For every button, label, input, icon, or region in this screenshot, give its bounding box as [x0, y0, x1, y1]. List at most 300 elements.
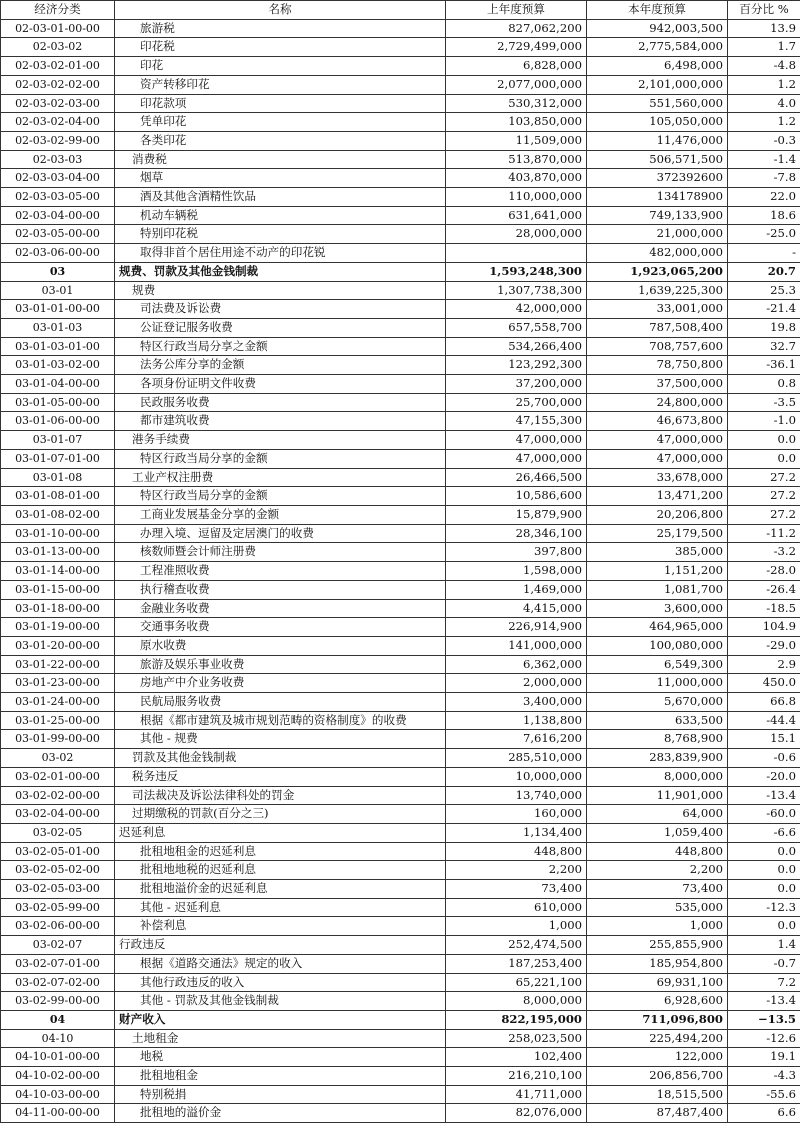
row-code: 03-02-02-00-00: [1, 786, 115, 805]
row-code: 04-10-03-00-00: [1, 1085, 115, 1104]
row-curr-budget: 122,000: [587, 1048, 728, 1067]
row-prev-budget: 73,400: [446, 880, 587, 899]
row-percent: 13.9: [728, 19, 800, 38]
row-prev-budget: 4,415,000: [446, 599, 587, 618]
row-percent: 27.2: [728, 468, 800, 487]
row-curr-budget: 633,500: [587, 711, 728, 730]
row-code: 03-02-07: [1, 936, 115, 955]
row-name: 印花税: [115, 38, 446, 57]
row-curr-budget: 11,901,000: [587, 786, 728, 805]
row-curr-budget: 33,678,000: [587, 468, 728, 487]
table-row: [1, 786, 800, 805]
row-code: 04-11-00-00-00: [1, 1104, 115, 1123]
row-name: 其他 - 规费: [115, 730, 446, 749]
table-row: [1, 936, 800, 955]
row-curr-budget: 11,000,000: [587, 674, 728, 693]
row-code: 03-02-05-02-00: [1, 861, 115, 880]
row-percent: 18.6: [728, 206, 800, 225]
table-row: [1, 57, 800, 76]
row-prev-budget: 285,510,000: [446, 749, 587, 768]
row-code: 03-01-15-00-00: [1, 580, 115, 599]
row-curr-budget: 2,101,000,000: [587, 75, 728, 94]
row-percent: -28.0: [728, 562, 800, 581]
header-row: [1, 1, 800, 20]
table-row: [1, 580, 800, 599]
row-curr-budget: 8,000,000: [587, 767, 728, 786]
row-code: 03-02-05-03-00: [1, 880, 115, 899]
row-name: 办理入境、逗留及定居澳门的收费: [115, 524, 446, 543]
row-name: 机动车辆税: [115, 206, 446, 225]
row-percent: -13.4: [728, 992, 800, 1011]
row-curr-budget: 206,856,700: [587, 1067, 728, 1086]
row-percent: 32.7: [728, 337, 800, 356]
table-row: [1, 749, 800, 768]
row-name: 法务公库分享的金额: [115, 356, 446, 375]
row-percent: -55.6: [728, 1085, 800, 1104]
table-row: [1, 505, 800, 524]
table-row: [1, 75, 800, 94]
row-code: 03-01-05-00-00: [1, 393, 115, 412]
row-code: 03-01-19-00-00: [1, 618, 115, 637]
row-percent: -6.6: [728, 823, 800, 842]
row-curr-budget: 18,515,500: [587, 1085, 728, 1104]
table-row: [1, 487, 800, 506]
row-prev-budget: 1,593,248,300: [446, 262, 587, 281]
row-code: 03-01-01-00-00: [1, 300, 115, 319]
row-prev-budget: 6,362,000: [446, 655, 587, 674]
table-row: [1, 1029, 800, 1048]
table-row: [1, 693, 800, 712]
row-curr-budget: 11,476,000: [587, 131, 728, 150]
row-name: 其他 - 罚款及其他金钱制裁: [115, 992, 446, 1011]
row-prev-budget: 1,598,000: [446, 562, 587, 581]
row-percent: 0.0: [728, 917, 800, 936]
row-code: 02-03-02-01-00: [1, 57, 115, 76]
row-name: 规费: [115, 281, 446, 300]
row-prev-budget: 25,700,000: [446, 393, 587, 412]
row-percent: -18.5: [728, 599, 800, 618]
row-prev-budget: 2,077,000,000: [446, 75, 587, 94]
row-percent: -: [728, 244, 800, 263]
row-code: 02-03-03-05-00: [1, 188, 115, 207]
row-percent: 6.6: [728, 1104, 800, 1123]
row-prev-budget: 822,195,000: [446, 1010, 587, 1029]
table-row: [1, 431, 800, 450]
row-curr-budget: 2,775,584,000: [587, 38, 728, 57]
row-curr-budget: 372392600: [587, 169, 728, 188]
row-curr-budget: 8,768,900: [587, 730, 728, 749]
row-prev-budget: 1,000: [446, 917, 587, 936]
row-code: 02-03-03-04-00: [1, 169, 115, 188]
row-curr-budget: 6,928,600: [587, 992, 728, 1011]
table-row: [1, 562, 800, 581]
row-name: 公证登记服务收费: [115, 318, 446, 337]
row-curr-budget: 708,757,600: [587, 337, 728, 356]
table-row: [1, 94, 800, 113]
row-name: 罚款及其他金钱制裁: [115, 749, 446, 768]
row-name: 特别税捐: [115, 1085, 446, 1104]
row-prev-budget: 10,000,000: [446, 767, 587, 786]
row-prev-budget: 448,800: [446, 842, 587, 861]
row-percent: -0.6: [728, 749, 800, 768]
row-name: 根据《都市建筑及城市规划范畴的资格制度》的收费: [115, 711, 446, 730]
row-percent: 66.8: [728, 693, 800, 712]
row-code: 03-01-20-00-00: [1, 636, 115, 655]
row-curr-budget: 1,059,400: [587, 823, 728, 842]
row-name: 工程准照收费: [115, 562, 446, 581]
table-row: [1, 318, 800, 337]
row-percent: 27.2: [728, 487, 800, 506]
row-name: 各类印花: [115, 131, 446, 150]
row-percent: 27.2: [728, 505, 800, 524]
row-prev-budget: 3,400,000: [446, 693, 587, 712]
row-prev-budget: [446, 244, 587, 263]
table-row: [1, 131, 800, 150]
row-name: 消费税: [115, 150, 446, 169]
row-code: 03-01-14-00-00: [1, 562, 115, 581]
row-code: 03-02-01-00-00: [1, 767, 115, 786]
row-name: 税务违反: [115, 767, 446, 786]
row-code: 03-02-04-00-00: [1, 805, 115, 824]
row-code: 03-02-05-99-00: [1, 898, 115, 917]
table-row: [1, 992, 800, 1011]
row-prev-budget: 827,062,200: [446, 19, 587, 38]
row-curr-budget: 47,000,000: [587, 449, 728, 468]
row-percent: -4.8: [728, 57, 800, 76]
row-curr-budget: 46,673,800: [587, 412, 728, 431]
row-percent: 19.1: [728, 1048, 800, 1067]
row-code: 02-03-02-02-00: [1, 75, 115, 94]
row-prev-budget: 123,292,300: [446, 356, 587, 375]
row-curr-budget: 535,000: [587, 898, 728, 917]
row-name: 批租地租金的迟延利息: [115, 842, 446, 861]
row-percent: 1.4: [728, 936, 800, 955]
row-prev-budget: 41,711,000: [446, 1085, 587, 1104]
table-row: [1, 711, 800, 730]
row-curr-budget: 749,133,900: [587, 206, 728, 225]
row-name: 补偿利息: [115, 917, 446, 936]
row-curr-budget: 1,923,065,200: [587, 262, 728, 281]
row-name: 各项身份证明文件收费: [115, 375, 446, 394]
row-code: 03-01-18-00-00: [1, 599, 115, 618]
row-percent: -44.4: [728, 711, 800, 730]
row-name: 规费、罚款及其他金钱制裁: [115, 262, 446, 281]
row-prev-budget: 82,076,000: [446, 1104, 587, 1123]
row-prev-budget: 141,000,000: [446, 636, 587, 655]
row-name: 民航局服务收费: [115, 693, 446, 712]
row-name: 司法费及诉讼费: [115, 300, 446, 319]
row-percent: -0.7: [728, 954, 800, 973]
row-curr-budget: 506,571,500: [587, 150, 728, 169]
row-code: 03-02: [1, 749, 115, 768]
row-name: 都市建筑收费: [115, 412, 446, 431]
row-percent: 0.0: [728, 449, 800, 468]
row-name: 工商业发展基金分享的金额: [115, 505, 446, 524]
row-curr-budget: 551,560,000: [587, 94, 728, 113]
table-row: [1, 38, 800, 57]
row-percent: 1.2: [728, 113, 800, 132]
table-row: [1, 655, 800, 674]
table-row: [1, 113, 800, 132]
row-name: 其他行政违反的收入: [115, 973, 446, 992]
table-row: [1, 19, 800, 38]
table-row: [1, 300, 800, 319]
row-percent: 1.2: [728, 75, 800, 94]
row-curr-budget: 711,096,800: [587, 1010, 728, 1029]
row-prev-budget: 42,000,000: [446, 300, 587, 319]
row-code: 03-01-99-00-00: [1, 730, 115, 749]
row-prev-budget: 13,740,000: [446, 786, 587, 805]
table-row: [1, 1067, 800, 1086]
row-code: 03-02-07-02-00: [1, 973, 115, 992]
row-curr-budget: 185,954,800: [587, 954, 728, 973]
row-percent: 2.9: [728, 655, 800, 674]
row-percent: 0.0: [728, 431, 800, 450]
table-body: [1, 19, 800, 1122]
row-name: 印花: [115, 57, 446, 76]
row-percent: -20.0: [728, 767, 800, 786]
row-name: 核数师暨会计师注册费: [115, 543, 446, 562]
row-curr-budget: 1,151,200: [587, 562, 728, 581]
row-prev-budget: 530,312,000: [446, 94, 587, 113]
table-row: [1, 1085, 800, 1104]
table-row: [1, 1104, 800, 1123]
row-percent: -7.8: [728, 169, 800, 188]
row-name: 旅游税: [115, 19, 446, 38]
row-code: 03-01-25-00-00: [1, 711, 115, 730]
row-percent: 0.0: [728, 880, 800, 899]
row-percent: -3.5: [728, 393, 800, 412]
row-code: 03-02-99-00-00: [1, 992, 115, 1011]
row-code: 03-01-04-00-00: [1, 375, 115, 394]
table-row: [1, 244, 800, 263]
row-curr-budget: 47,000,000: [587, 431, 728, 450]
row-name: 行政违反: [115, 936, 446, 955]
row-curr-budget: 1,639,225,300: [587, 281, 728, 300]
row-percent: -0.3: [728, 131, 800, 150]
row-curr-budget: 283,839,900: [587, 749, 728, 768]
table-row: [1, 468, 800, 487]
table-row: [1, 188, 800, 207]
row-prev-budget: 26,466,500: [446, 468, 587, 487]
row-prev-budget: 6,828,000: [446, 57, 587, 76]
row-code: 03-02-06-00-00: [1, 917, 115, 936]
row-percent: -11.2: [728, 524, 800, 543]
row-code: 03-02-05: [1, 823, 115, 842]
table-row: [1, 356, 800, 375]
row-code: 03-02-05-01-00: [1, 842, 115, 861]
row-prev-budget: 2,729,499,000: [446, 38, 587, 57]
row-prev-budget: 252,474,500: [446, 936, 587, 955]
row-code: 02-03-02-04-00: [1, 113, 115, 132]
row-percent: -1.4: [728, 150, 800, 169]
row-curr-budget: 69,931,100: [587, 973, 728, 992]
row-prev-budget: 1,138,800: [446, 711, 587, 730]
row-name: 地税: [115, 1048, 446, 1067]
header-name: 名称: [115, 1, 446, 20]
row-name: 迟延利息: [115, 823, 446, 842]
table-row: [1, 262, 800, 281]
row-curr-budget: 21,000,000: [587, 225, 728, 244]
header-percent: 百分比 %: [728, 1, 800, 20]
row-code: 03-01-07: [1, 431, 115, 450]
row-prev-budget: 47,000,000: [446, 431, 587, 450]
row-name: 根据《道路交通法》规定的收入: [115, 954, 446, 973]
row-prev-budget: 657,558,700: [446, 318, 587, 337]
row-percent: 19.8: [728, 318, 800, 337]
row-name: 特别印花税: [115, 225, 446, 244]
row-code: 02-03-04-00-00: [1, 206, 115, 225]
row-curr-budget: 6,549,300: [587, 655, 728, 674]
row-name: 旅游及娱乐事业收费: [115, 655, 446, 674]
row-code: 02-03-02-03-00: [1, 94, 115, 113]
row-prev-budget: 10,586,600: [446, 487, 587, 506]
row-curr-budget: 73,400: [587, 880, 728, 899]
row-curr-budget: 255,855,900: [587, 936, 728, 955]
table-row: [1, 393, 800, 412]
table-row: [1, 375, 800, 394]
row-code: 02-03-01-00-00: [1, 19, 115, 38]
row-code: 02-03-02-99-00: [1, 131, 115, 150]
row-curr-budget: 385,000: [587, 543, 728, 562]
row-name: 民政服务收费: [115, 393, 446, 412]
row-code: 02-03-02: [1, 38, 115, 57]
table-row: [1, 225, 800, 244]
row-name: 批租地地税的迟延利息: [115, 861, 446, 880]
table-row: [1, 767, 800, 786]
row-prev-budget: 15,879,900: [446, 505, 587, 524]
row-name: 司法裁决及诉讼法律科处的罚金: [115, 786, 446, 805]
table-row: [1, 973, 800, 992]
row-curr-budget: 1,081,700: [587, 580, 728, 599]
row-name: 土地租金: [115, 1029, 446, 1048]
row-curr-budget: 225,494,200: [587, 1029, 728, 1048]
table-row: [1, 169, 800, 188]
row-name: 凭单印花: [115, 113, 446, 132]
row-code: 03-01-13-00-00: [1, 543, 115, 562]
row-percent: 104.9: [728, 618, 800, 637]
row-curr-budget: 1,000: [587, 917, 728, 936]
row-prev-budget: 160,000: [446, 805, 587, 824]
row-prev-budget: 1,307,738,300: [446, 281, 587, 300]
row-curr-budget: 482,000,000: [587, 244, 728, 263]
table-row: [1, 412, 800, 431]
row-prev-budget: 187,253,400: [446, 954, 587, 973]
row-percent: -3.2: [728, 543, 800, 562]
row-prev-budget: 258,023,500: [446, 1029, 587, 1048]
row-code: 03-01-24-00-00: [1, 693, 115, 712]
row-curr-budget: 20,206,800: [587, 505, 728, 524]
row-curr-budget: 24,800,000: [587, 393, 728, 412]
row-name: 房地产中介业务收费: [115, 674, 446, 693]
row-code: 03-01-22-00-00: [1, 655, 115, 674]
row-curr-budget: 448,800: [587, 842, 728, 861]
row-curr-budget: 25,179,500: [587, 524, 728, 543]
table-row: [1, 674, 800, 693]
table-row: [1, 337, 800, 356]
row-prev-budget: 11,509,000: [446, 131, 587, 150]
row-name: 执行稽查收费: [115, 580, 446, 599]
row-name: 特区行政当局分享的金额: [115, 487, 446, 506]
row-name: 批租地溢价金的迟延利息: [115, 880, 446, 899]
table-row: [1, 150, 800, 169]
row-prev-budget: 1,134,400: [446, 823, 587, 842]
row-name: 烟草: [115, 169, 446, 188]
row-curr-budget: 78,750,800: [587, 356, 728, 375]
row-prev-budget: 1,469,000: [446, 580, 587, 599]
row-code: 03-01-08-02-00: [1, 505, 115, 524]
table-row: [1, 543, 800, 562]
row-percent: -21.4: [728, 300, 800, 319]
row-name: 资产转移印花: [115, 75, 446, 94]
row-prev-budget: 513,870,000: [446, 150, 587, 169]
row-percent: −13.5: [728, 1010, 800, 1029]
row-percent: 4.0: [728, 94, 800, 113]
row-curr-budget: 100,080,000: [587, 636, 728, 655]
row-name: 酒及其他含酒精性饮品: [115, 188, 446, 207]
row-percent: 22.0: [728, 188, 800, 207]
row-code: 04-10-02-00-00: [1, 1067, 115, 1086]
table-row: [1, 206, 800, 225]
row-code: 03-01-07-01-00: [1, 449, 115, 468]
row-percent: 15.1: [728, 730, 800, 749]
row-code: 03-01-23-00-00: [1, 674, 115, 693]
table-row: [1, 1010, 800, 1029]
row-name: 港务手续费: [115, 431, 446, 450]
row-code: 02-03-03: [1, 150, 115, 169]
row-percent: 450.0: [728, 674, 800, 693]
row-code: 03-01-10-00-00: [1, 524, 115, 543]
row-code: 03-01-06-00-00: [1, 412, 115, 431]
row-prev-budget: 216,210,100: [446, 1067, 587, 1086]
row-percent: -4.3: [728, 1067, 800, 1086]
row-name: 金融业务收费: [115, 599, 446, 618]
table-row: [1, 823, 800, 842]
row-prev-budget: 8,000,000: [446, 992, 587, 1011]
table-row: [1, 618, 800, 637]
row-percent: 7.2: [728, 973, 800, 992]
table-row: [1, 636, 800, 655]
table-row: [1, 954, 800, 973]
row-percent: -12.3: [728, 898, 800, 917]
row-prev-budget: 631,641,000: [446, 206, 587, 225]
row-curr-budget: 33,001,000: [587, 300, 728, 319]
table-row: [1, 861, 800, 880]
row-name: 工业产权注册费: [115, 468, 446, 487]
row-name: 其他 - 迟延利息: [115, 898, 446, 917]
row-prev-budget: 110,000,000: [446, 188, 587, 207]
row-percent: 1.7: [728, 38, 800, 57]
row-curr-budget: 464,965,000: [587, 618, 728, 637]
row-curr-budget: 13,471,200: [587, 487, 728, 506]
table-row: [1, 524, 800, 543]
row-prev-budget: 7,616,200: [446, 730, 587, 749]
row-percent: 0.0: [728, 861, 800, 880]
row-percent: -60.0: [728, 805, 800, 824]
row-code: 03-01-08-01-00: [1, 487, 115, 506]
table-row: [1, 917, 800, 936]
table-row: [1, 880, 800, 899]
row-curr-budget: 3,600,000: [587, 599, 728, 618]
row-percent: -26.4: [728, 580, 800, 599]
row-percent: -25.0: [728, 225, 800, 244]
row-prev-budget: 102,400: [446, 1048, 587, 1067]
row-percent: 25.3: [728, 281, 800, 300]
row-code: 04-10: [1, 1029, 115, 1048]
row-percent: -29.0: [728, 636, 800, 655]
row-prev-budget: 47,155,300: [446, 412, 587, 431]
table-row: [1, 730, 800, 749]
